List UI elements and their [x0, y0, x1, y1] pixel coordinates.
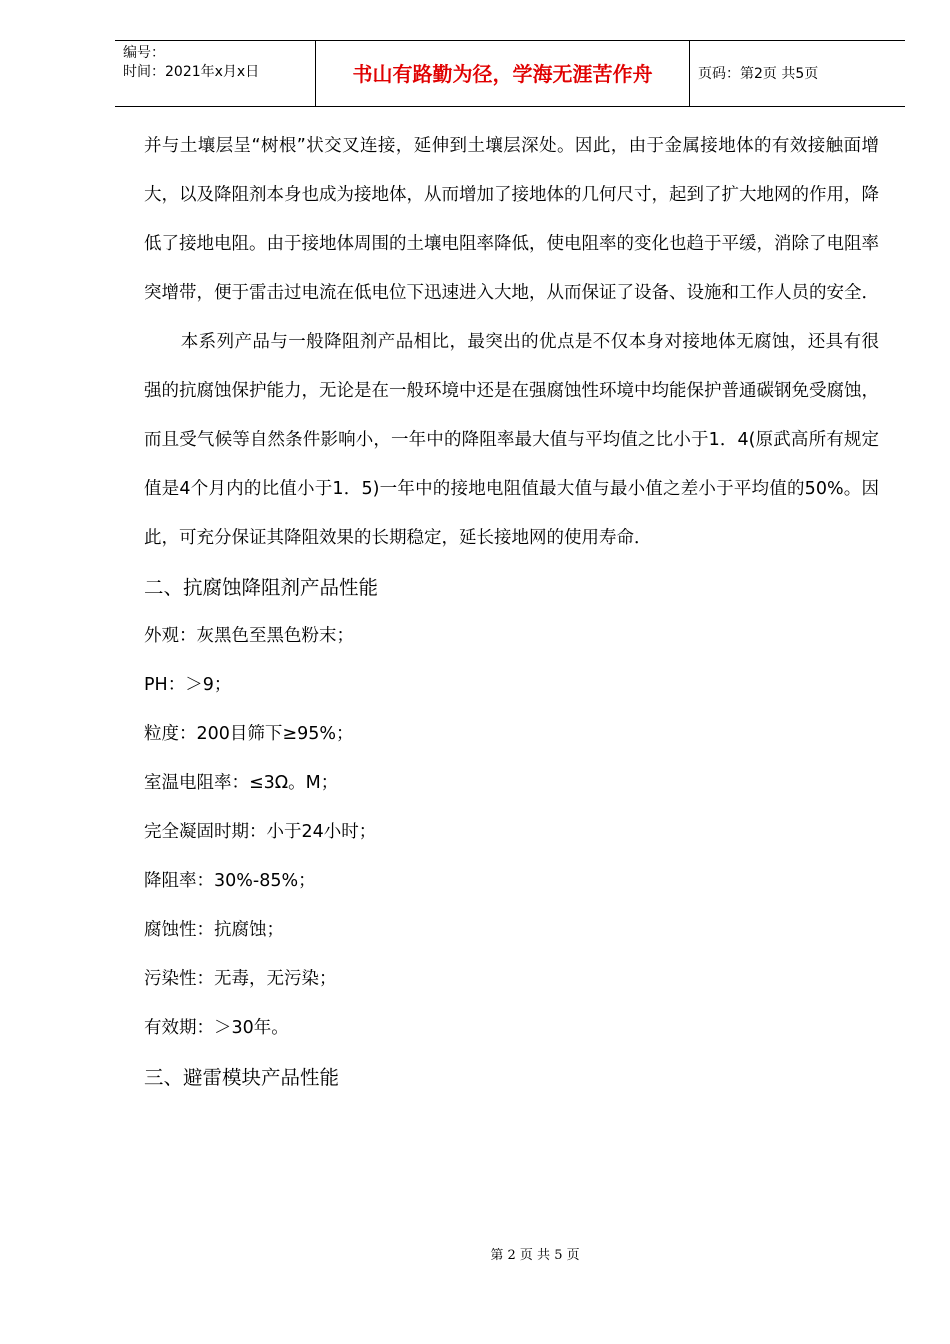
document-body [144, 122, 879, 1102]
spec-item: 室温电阻率：≤3Ω。M； [144, 773, 339, 793]
spec-item: 腐蚀性：抗腐蚀； [144, 920, 284, 940]
header-meta [115, 41, 316, 107]
spec-item: 污染性：无毒，无污染； [144, 969, 337, 989]
spec-item: 外观：灰黑色至黑色粉末； [144, 626, 354, 646]
document-time-label: 时间：2021年x月x日 [123, 64, 260, 80]
spec-item: 有效期：＞30年。 [144, 1018, 289, 1038]
spec-item: 粒度：200目筛下≥95%； [144, 724, 354, 744]
page-header [115, 40, 905, 107]
spec-item: PH：＞9； [144, 675, 232, 695]
header-motto: 书山有路勤为径，学海无涯苦作舟 [316, 41, 690, 107]
section-heading: 二、抗腐蚀降阻剂产品性能 [144, 576, 379, 599]
section-heading: 三、避雷模块产品性能 [144, 1066, 340, 1089]
spec-item: 完全凝固时期：小于24小时； [144, 822, 377, 842]
page-footer: 第 2 页 共 5 页 [490, 1248, 580, 1263]
body-paragraph: 并与土壤层呈“树根”状交叉连接，延伸到土壤层深处。因此，由于金属接地体的有效接触面增大，以及降阻剂本身也成为接地体，从而增加了接地体的几何尺寸，起到了扩大地网的作用，降低了接地电阻。由于接地体周围的土壤电阻率降低，使电阻率的变化也趋于平缓，消除了电阻率突增带，便于雷击过电流在低电位下迅速进入大地，从而保证了设备、设施和工作人员的安全． [144, 136, 879, 303]
spec-item: 降阻率：30%-85%； [144, 871, 316, 891]
document-number-label: 编号： [123, 45, 165, 61]
header-page-info: 页码：第2页 共5页 [698, 66, 819, 82]
body-paragraph: 本系列产品与一般降阻剂产品相比，最突出的优点是不仅本身对接地体无腐蚀，还具有很强的抗腐蚀保护能力，无论是在一般环境中还是在强腐蚀性环境中均能保护普通碳钢免受腐蚀，而且受气候等自然条件影响小，一年中的降阻率最大值与平均值之比小于1．4(原武高所有规定值是4个月内的比值小于1．5)一年中的接地电阻值最大值与最小值之差小于平均值的50%。因此，可充分保证其降阻效果的长期稳定，延长接地网的使用寿命． [144, 332, 879, 548]
